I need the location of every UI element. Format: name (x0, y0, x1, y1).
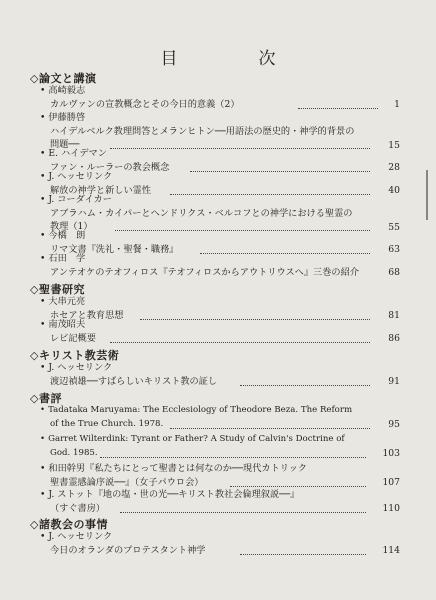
toc-entry[interactable] (40, 193, 400, 234)
entry-title-cont: 教理（1） (50, 221, 93, 232)
entry-author: • E. ハイデマン (40, 147, 392, 161)
leader-dots (110, 342, 370, 343)
page-number: 28 (388, 162, 400, 173)
entry-title: 渡辺禎雄──すばらしいキリスト教の証し (50, 375, 218, 387)
leader-dots (120, 512, 366, 513)
page-number: 40 (388, 185, 400, 196)
page-number: 63 (388, 244, 400, 255)
entry-title: of the True Church. 1978. (50, 418, 164, 429)
page-number: 91 (388, 376, 400, 387)
section-heading: ◇論文と講演 (30, 72, 97, 85)
toc-entry[interactable] (40, 111, 400, 152)
toc-entry[interactable] (40, 84, 400, 111)
toc-entry[interactable] (40, 252, 400, 279)
entry-title: アブラハム・カイパーとヘンドリクス・ベルコフとの神学における聖霊の (50, 207, 353, 219)
entry-author: • 南茂昭夫 (40, 318, 392, 332)
page-number: 68 (388, 267, 400, 278)
entry-title: カルヴァンの宣教概念とその今日的意義（2） (50, 98, 240, 110)
entry-author: • 今橋 朗 (40, 229, 392, 243)
toc-entry[interactable] (40, 318, 400, 345)
entry-author: • J. ヘッセリンク (40, 361, 392, 375)
entry-title: （すぐ書房） (50, 502, 106, 514)
page-number: 103 (382, 448, 400, 459)
entry-author: • J. ヘッセリンク (40, 530, 392, 544)
entry-title: 聖書霊感論序説──』（女子パウロ会） (50, 476, 204, 488)
toc-entry[interactable] (40, 462, 400, 489)
entry-title: ホセアと教育思想 (50, 309, 124, 321)
page-number: 81 (388, 310, 400, 321)
toc-entry[interactable] (40, 361, 400, 388)
toc-entry[interactable] (40, 488, 400, 515)
entry-author: • 和田幹男『私たちにとって聖書とは何なのか──現代カトリック (40, 462, 392, 476)
entry-author: • 高崎毅志 (40, 84, 392, 98)
entry-author: • Garret Wilterdink: Tyrant or Father? A Study of Calvin's Doctrine of (40, 433, 392, 447)
toc-entry[interactable] (40, 530, 400, 557)
entry-author: • J. ヘッセリンク (40, 170, 392, 184)
leader-dots (230, 486, 366, 487)
entry-author: • J. コーダイカー (40, 193, 392, 207)
entry-author: • Tadataka Maruyama: The Ecclesiology of Theodore Beza. The Reform (40, 404, 392, 418)
leader-dots (240, 554, 366, 555)
page-number: 55 (388, 222, 400, 233)
toc-entry[interactable] (40, 433, 400, 460)
entry-title-cont: 問題── (50, 139, 80, 150)
entry-title: リマ文書『洗礼・聖餐・職務』 (50, 243, 179, 255)
page-number: 110 (382, 503, 400, 514)
leader-dots (170, 428, 370, 429)
section-heading: ◇書評 (30, 392, 62, 405)
entry-title: レビ記概要 (50, 332, 96, 344)
leader-dots (298, 108, 378, 109)
toc-entry[interactable] (40, 404, 400, 431)
entry-title: ハイデルベルク教理問答とメランヒトン──用語法の歴史的・神学的背景の (50, 125, 355, 137)
entry-title: 今日のオランダのプロテスタント神学 (50, 544, 206, 556)
section-heading: ◇聖書研究 (30, 283, 85, 296)
toc-title: 目 次 (160, 49, 308, 69)
entry-author: • 伊藤勝啓 (40, 111, 392, 125)
page-number: 86 (388, 333, 400, 344)
entry-author: • 大串元亮 (40, 295, 392, 309)
entry-title: ファン・ルーラーの教会概念 (50, 161, 170, 173)
leader-dots (100, 457, 366, 458)
page-number: 114 (382, 545, 400, 556)
section-heading: ◇諸教会の事情 (30, 518, 108, 531)
entry-title: 解放の神学と新しい霊性 (50, 184, 152, 196)
page-number: 1 (394, 99, 400, 110)
entry-title: God. 1985. (50, 447, 98, 458)
page-number: 15 (388, 140, 400, 151)
page-edge-shadow (426, 170, 428, 220)
page-number: 107 (382, 477, 400, 488)
section-heading: ◇キリスト教芸術 (30, 349, 120, 362)
entry-author: • J. ストット『地の塩・世の光──キリスト教社会倫理叙説──』 (40, 488, 392, 502)
entry-author: • 石田 学 (40, 252, 392, 266)
page-number: 95 (388, 419, 400, 430)
leader-dots (240, 385, 370, 386)
entry-title: アンテオケのテオフィロス『テオフィロスからアウトリウスへ』三巻の紹介 (50, 266, 359, 278)
